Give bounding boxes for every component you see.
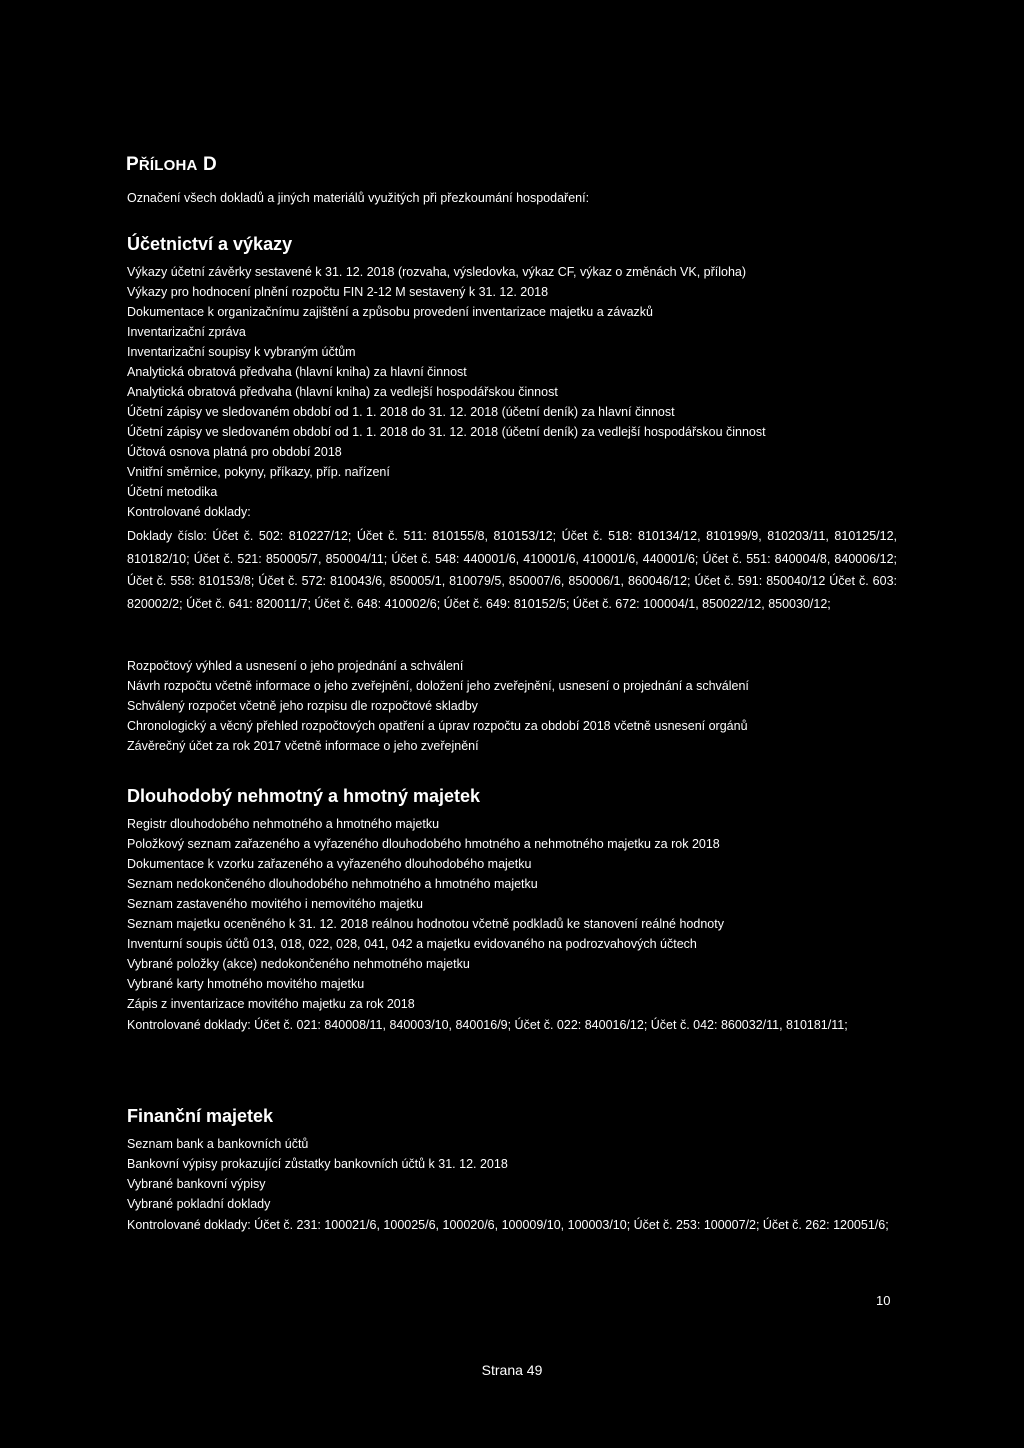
list-item: Rozpočtový výhled a usnesení o jeho projednání a schválení — [127, 659, 464, 673]
checked-documents: Doklady číslo: Účet č. 502: 810227/12; Účet č. 511: 810155/8, 810153/12; Účet č. 518: 810134/12, 810199/9, 810203/11, 810125/12, 810182/10; Účet č. 521: 850005/7, 850004/11; Účet č. 548: 440001/6, 410001/6, 410001/6, 440001/6; Účet č. 551: 840004/8, 840006/12; Účet č. 558: 810153/8; Účet č. 572: 810043/6, 850005/1, 810079/5, 850007/6, 850006/1, 860046/12; Účet č. 591: 850040/12 Účet č. 603: 820002/2; Účet č. 641: 820011/7; Účet č. 648: 410002/6; Účet č. 649: 810152/5; Účet č. 672: 100004/1, 850022/12, 850030/12; — [127, 529, 897, 611]
intro-text: Označení všech dokladů a jiných materiálů využitých při přezkoumání hospodaření: — [127, 191, 590, 205]
list-item: Kontrolované doklady: — [127, 505, 251, 519]
list-item: Vybrané karty hmotného movitého majetku — [127, 977, 365, 991]
list-item: Vybrané bankovní výpisy — [127, 1177, 266, 1191]
list-item: Dokumentace k vzorku zařazeného a vyřazeného dlouhodobého majetku — [127, 857, 532, 871]
list-item: Vybrané položky (akce) nedokončeného nehmotného majetku — [127, 957, 470, 971]
appendix-title — [126, 154, 217, 176]
title-small-caps: ŘÍLOHA — [138, 157, 198, 174]
title-initial: P — [126, 154, 139, 175]
section-ucetnictvi — [127, 232, 897, 615]
list-item: Výkazy pro hodnocení plnění rozpočtu FIN 2-12 M sestavený k 31. 12. 2018 — [127, 285, 549, 299]
list-item: Seznam zastaveného movitého i nemovitého majetku — [127, 897, 423, 911]
list-item: Zápis z inventarizace movitého majetku za rok 2018 — [127, 997, 415, 1011]
list-item: Vybrané pokladní doklady — [127, 1197, 271, 1211]
document-list — [127, 814, 897, 1014]
list-item: Účetní zápisy ve sledovaném období od 1. 1. 2018 do 31. 12. 2018 (účetní deník) za vedlejší hospodářskou činnost — [127, 425, 766, 439]
list-item: Seznam bank a bankovních účtů — [127, 1137, 309, 1151]
document-list — [127, 1134, 897, 1214]
list-item: Výkazy účetní závěrky sestavené k 31. 12. 2018 (rozvaha, výsledovka, výkaz CF, výkaz o změnách VK, příloha) — [127, 265, 747, 279]
section-heading: Finanční majetek — [127, 1106, 274, 1126]
list-item: Seznam nedokončeného dlouhodobého nehmotného a hmotného majetku — [127, 877, 538, 891]
title-suffix: D — [197, 154, 217, 175]
list-item: Účetní metodika — [127, 485, 218, 499]
section-financni-majetek — [127, 1104, 897, 1237]
list-item: Inventarizační soupisy k vybraným účtům — [127, 345, 356, 359]
list-item: Inventurní soupis účtů 013, 018, 022, 028, 041, 042 a majetku evidovaného na podrozvahových účtech — [127, 937, 697, 951]
page-footer: Strana 49 — [481, 1362, 543, 1378]
list-item: Položkový seznam zařazeného a vyřazeného dlouhodobého hmotného a nehmotného majetku za rok 2018 — [127, 837, 720, 851]
list-item: Bankovní výpisy prokazující zůstatky bankovních účtů k 31. 12. 2018 — [127, 1157, 508, 1171]
document-list — [127, 656, 897, 756]
list-item: Analytická obratová předvaha (hlavní kniha) za hlavní činnost — [127, 365, 467, 379]
list-item: Vnitřní směrnice, pokyny, příkazy, příp. nařízení — [127, 465, 390, 479]
list-item: Chronologický a věcný přehled rozpočtových opatření a úprav rozpočtu za období 2018 včetně usnesení orgánů — [127, 719, 748, 733]
list-item: Účetní zápisy ve sledovaném období od 1. 1. 2018 do 31. 12. 2018 (účetní deník) za hlavní činnost — [127, 405, 675, 419]
section-dlouhodoby-majetek — [127, 784, 897, 1037]
list-item: Registr dlouhodobého nehmotného a hmotného majetku — [127, 817, 440, 831]
list-item: Analytická obratová předvaha (hlavní kniha) za vedlejší hospodářskou činnost — [127, 385, 558, 399]
list-item: Schválený rozpočet včetně jeho rozpisu dle rozpočtové skladby — [127, 699, 478, 713]
list-item: Inventarizační zpráva — [127, 325, 246, 339]
section-rozpocet — [127, 656, 897, 756]
checked-documents: Kontrolované doklady: Účet č. 231: 100021/6, 100025/6, 100020/6, 100009/10, 100003/10; Účet č. 253: 100007/2; Účet č. 262: 120051/6; — [127, 1218, 889, 1232]
section-heading: Účetnictví a výkazy — [127, 234, 293, 254]
page-number: 10 — [876, 1293, 891, 1308]
list-item: Seznam majetku oceněného k 31. 12. 2018 reálnou hodnotou včetně podkladů ke stanovení reálné hodnoty — [127, 917, 724, 931]
document-list — [127, 262, 897, 522]
list-item: Návrh rozpočtu včetně informace o jeho zveřejnění, doložení jeho zveřejnění, usnesení o projednání a schválení — [127, 679, 749, 693]
list-item: Dokumentace k organizačnímu zajištění a způsobu provedení inventarizace majetku a závazků — [127, 305, 653, 319]
checked-documents: Kontrolované doklady: Účet č. 021: 840008/11, 840003/10, 840016/9; Účet č. 022: 840016/12; Účet č. 042: 860032/11, 810181/11; — [127, 1018, 848, 1032]
list-item: Závěrečný účet za rok 2017 včetně informace o jeho zveřejnění — [127, 739, 479, 753]
section-heading: Dlouhodobý nehmotný a hmotný majetek — [127, 786, 481, 806]
list-item: Účtová osnova platná pro období 2018 — [127, 445, 342, 459]
